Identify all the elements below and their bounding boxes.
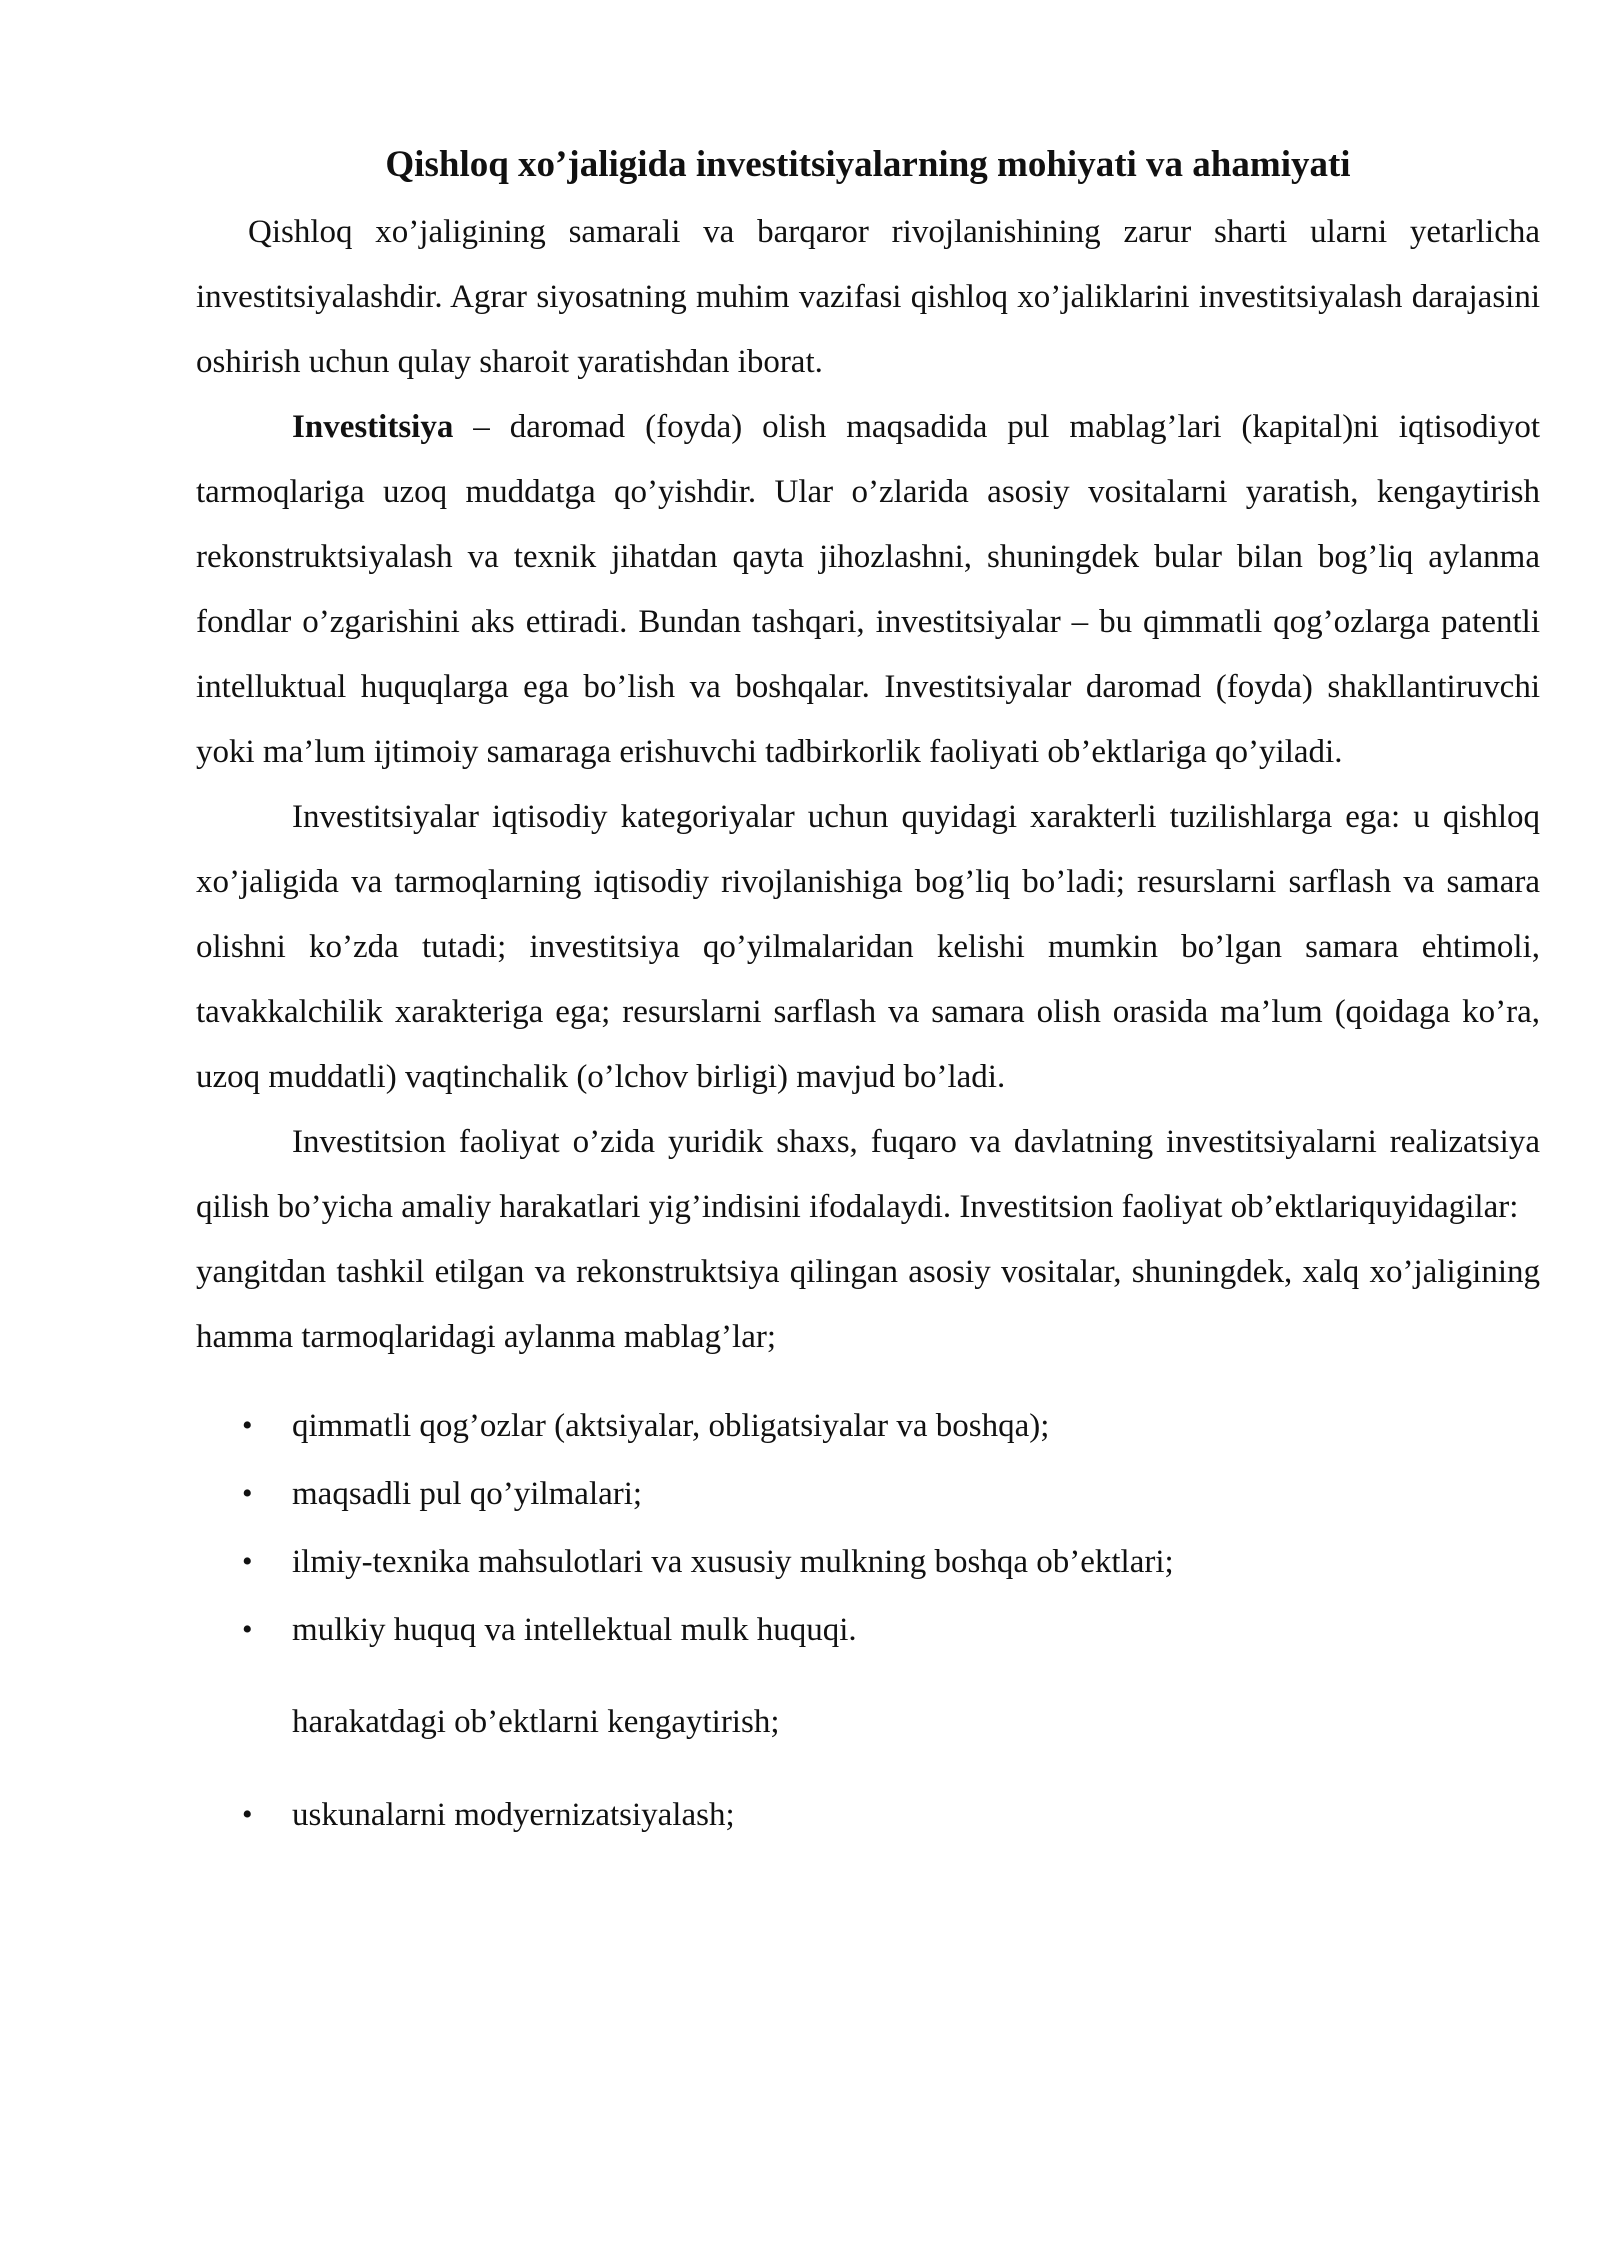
list-item: • ilmiy-texnika mahsulotlari va xususiy mulkning boshqa ob’ektlari; [196,1528,1540,1596]
paragraph-investment-activity: Investitsion faoliyat o’zida yuridik shaxs, fuqaro va davlatning investitsiyalarni realizatsiya qilish bo’yicha amaliy harakatlari yig’indisini ifodalaydi. Investitsion faoliyat ob’ektlariquyidagilar: [196,1124,1540,1225]
list-item: • qimmatli qog’ozlar (aktsiyalar, obligatsiyalar va boshqa); [196,1392,1540,1460]
plain-list-line: harakatdagi ob’ektlarni kengaytirish; [292,1704,780,1740]
paragraph-investitsiya-definition [196,395,1540,785]
bullet-icon: • [242,1409,253,1442]
bullet-icon: • [242,1613,253,1646]
objects-list [196,1392,1540,1664]
paragraph-objects: yangitdan tashkil etilgan va rekonstruktsiya qilingan asosiy vositalar, shuningdek, xalq xo’jaligining hamma tarmoqlaridagi aylanma mablag’lar; [196,1254,1540,1355]
bullet-icon: • [242,1798,253,1831]
document-title: Qishloq xo’jaligida investitsiyalarning mohiyati va ahamiyati [385,144,1351,185]
paragraph-characteristics: Investitsiyalar iqtisodiy kategoriyalar uchun quyidagi xarakterli tuzilishlarga ega: u qishloq xo’jaligida va tarmoqlarning iqtisodiy rivojlanishiga bog’liq bo’ladi; resurslarni sarflash va samara olishni ko’zda tutadi; investitsiya qo’yilmalaridan kelishi mumkin bo’lgan samara ehtimoli, tavakkalchilik xarakteriga ega; resurslarni sarflash va samara olish orasida ma’lum (qoidaga ko’ra, uzoq muddatli) vaqtinchalik (o’lchov birligi) mavjud bo’ladi. [196,799,1540,1095]
term-investitsiya: Investitsiya [292,409,454,445]
document-page [196,140,1540,1849]
bullet-icon: • [242,1545,253,1578]
bullet-icon: • [242,1477,253,1510]
definition-text: – daromad (foyda) olish maqsadida pul mablag’lari (kapital)ni iqtisodiyot tarmoqlariga uzoq muddatga qo’yishdir. Ular o’zlarida asosiy vositalarni yaratish, kengaytirish rekonstruktsiyalash va texnik jihatdan qayta jihozlashni, shuningdek bular bilan bog’liq aylanma fondlar o’zgarishini aks ettiradi. Bundan tashqari, investitsiyalar – bu qimmatli qog’ozlarga patentli intelluktual huquqlarga ega bo’lish va boshqalar. Investitsiyalar daromad (foyda) shakllantiruvchi yoki ma’lum ijtimoiy samaraga erishuvchi tadbirkorlik faoliyati ob’ektlariga qo’yiladi. [196,409,1540,770]
list-item: • maqsadli pul qo’yilmalari; [196,1460,1540,1528]
list-item: • mulkiy huquq va intellektual mulk huquqi. [196,1596,1540,1664]
list-item: • uskunalarni modyernizatsiyalash; [196,1781,1540,1849]
modernization-list [196,1781,1540,1849]
paragraph-intro: Qishloq xo’jaligining samarali va barqaror rivojlanishining zarur sharti ularni yetarlicha investitsiyalashdir. Agrar siyosatning muhim vazifasi qishloq xo’jaliklarini investitsiyalash darajasini oshirish uchun qulay sharoit yaratishdan iborat. [196,214,1540,380]
